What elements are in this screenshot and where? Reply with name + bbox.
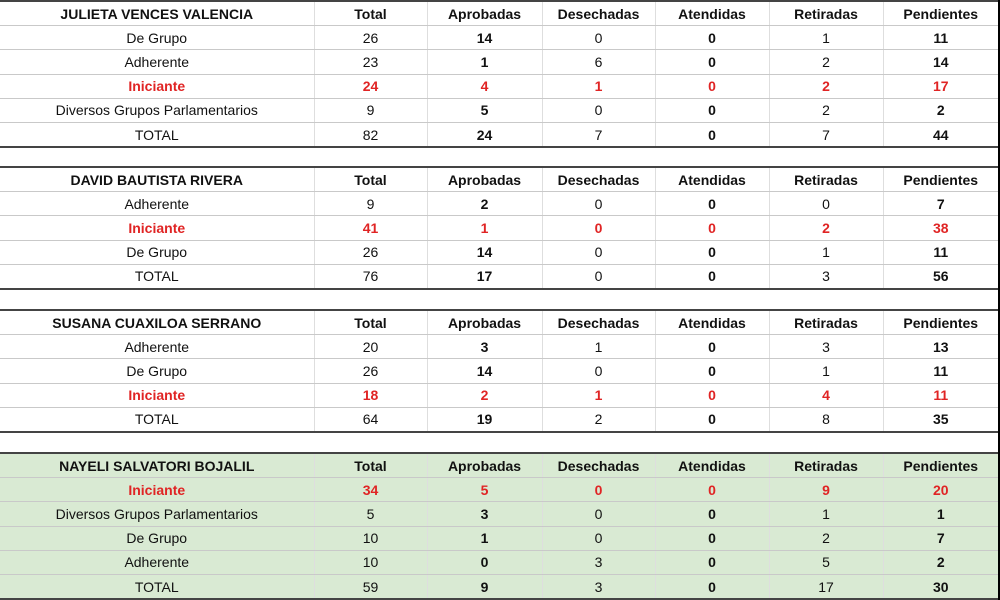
- cell-aprobadas[interactable]: 1: [427, 50, 542, 74]
- cell-atendidas[interactable]: 0: [655, 502, 769, 526]
- cell-desechadas[interactable]: 1: [542, 383, 655, 407]
- cell-total[interactable]: 9: [314, 98, 427, 122]
- cell-desechadas[interactable]: 1: [542, 335, 655, 359]
- cell-total[interactable]: 26: [314, 240, 427, 264]
- cell-total[interactable]: 23: [314, 50, 427, 74]
- cell-pendientes[interactable]: 2: [883, 550, 998, 574]
- cell-atendidas[interactable]: 0: [655, 478, 769, 502]
- col-header-atendidas[interactable]: Atendidas: [655, 1, 769, 26]
- cell-aprobadas[interactable]: 14: [427, 26, 542, 50]
- row-label[interactable]: TOTAL: [0, 122, 314, 147]
- table-row-total: [0, 264, 998, 289]
- cell-aprobadas[interactable]: 0: [427, 550, 542, 574]
- cell-desechadas[interactable]: 3: [542, 550, 655, 574]
- row-label[interactable]: Iniciante: [0, 478, 314, 502]
- cell-retiradas[interactable]: 9: [769, 478, 883, 502]
- cell-pendientes[interactable]: 2: [883, 98, 998, 122]
- cell-total[interactable]: 26: [314, 359, 427, 383]
- table-row: [0, 502, 998, 526]
- col-header-aprobadas[interactable]: Aprobadas: [427, 1, 542, 26]
- cell-desechadas[interactable]: 0: [542, 502, 655, 526]
- legislator-table-nayeli: [0, 452, 998, 600]
- cell-desechadas[interactable]: 6: [542, 50, 655, 74]
- cell-aprobadas[interactable]: 24: [427, 122, 542, 147]
- row-label[interactable]: De Grupo: [0, 359, 314, 383]
- cell-atendidas[interactable]: 0: [655, 335, 769, 359]
- cell-pendientes[interactable]: 11: [883, 26, 998, 50]
- cell-total[interactable]: 26: [314, 26, 427, 50]
- cell-atendidas[interactable]: 0: [655, 122, 769, 147]
- legislator-name[interactable]: SUSANA CUAXILOA SERRANO: [0, 310, 314, 335]
- row-label[interactable]: De Grupo: [0, 26, 314, 50]
- cell-pendientes[interactable]: 38: [883, 216, 998, 240]
- cell-retiradas[interactable]: 7: [769, 122, 883, 147]
- cell-atendidas[interactable]: 0: [655, 26, 769, 50]
- table-row: [0, 50, 998, 74]
- row-label[interactable]: Adherente: [0, 550, 314, 574]
- cell-total[interactable]: 9: [314, 192, 427, 216]
- row-label[interactable]: Adherente: [0, 192, 314, 216]
- cell-aprobadas[interactable]: 17: [427, 264, 542, 289]
- cell-total[interactable]: 24: [314, 74, 427, 98]
- cell-pendientes[interactable]: 56: [883, 264, 998, 289]
- row-label[interactable]: Iniciante: [0, 74, 314, 98]
- legislator-table-david: [0, 166, 998, 290]
- cell-pendientes[interactable]: 17: [883, 74, 998, 98]
- cell-atendidas[interactable]: 0: [655, 264, 769, 289]
- cell-atendidas[interactable]: 0: [655, 407, 769, 432]
- row-label[interactable]: De Grupo: [0, 240, 314, 264]
- table-header-row: [0, 453, 998, 478]
- table-row: [0, 240, 998, 264]
- table-row: [0, 98, 998, 122]
- cell-pendientes[interactable]: 35: [883, 407, 998, 432]
- cell-pendientes[interactable]: 20: [883, 478, 998, 502]
- cell-total[interactable]: 76: [314, 264, 427, 289]
- cell-aprobadas[interactable]: 19: [427, 407, 542, 432]
- cell-retiradas[interactable]: 8: [769, 407, 883, 432]
- cell-aprobadas[interactable]: 9: [427, 574, 542, 599]
- cell-desechadas[interactable]: 2: [542, 407, 655, 432]
- cell-retiradas[interactable]: 3: [769, 335, 883, 359]
- col-header-desechadas[interactable]: Desechadas: [542, 310, 655, 335]
- cell-desechadas[interactable]: 3: [542, 574, 655, 599]
- cell-pendientes[interactable]: 44: [883, 122, 998, 147]
- col-header-total[interactable]: Total: [314, 310, 427, 335]
- cell-pendientes[interactable]: 13: [883, 335, 998, 359]
- cell-atendidas[interactable]: 0: [655, 359, 769, 383]
- legislator-name[interactable]: NAYELI SALVATORI BOJALIL: [0, 453, 314, 478]
- cell-atendidas[interactable]: 0: [655, 383, 769, 407]
- table-header-row: [0, 167, 998, 192]
- cell-atendidas[interactable]: 0: [655, 50, 769, 74]
- table-row: [0, 26, 998, 50]
- cell-total[interactable]: 82: [314, 122, 427, 147]
- cell-desechadas[interactable]: 1: [542, 74, 655, 98]
- col-header-pendientes[interactable]: Pendientes: [883, 310, 998, 335]
- cell-desechadas[interactable]: 0: [542, 478, 655, 502]
- legislator-name[interactable]: DAVID BAUTISTA RIVERA: [0, 167, 314, 192]
- cell-desechadas[interactable]: 0: [542, 26, 655, 50]
- row-label[interactable]: De Grupo: [0, 526, 314, 550]
- cell-retiradas[interactable]: 2: [769, 74, 883, 98]
- col-header-aprobadas[interactable]: Aprobadas: [427, 310, 542, 335]
- cell-retiradas[interactable]: 4: [769, 383, 883, 407]
- row-label[interactable]: TOTAL: [0, 264, 314, 289]
- row-label[interactable]: Iniciante: [0, 216, 314, 240]
- cell-pendientes[interactable]: 11: [883, 240, 998, 264]
- cell-retiradas[interactable]: 3: [769, 264, 883, 289]
- cell-pendientes[interactable]: 30: [883, 574, 998, 599]
- cell-desechadas[interactable]: 0: [542, 192, 655, 216]
- cell-aprobadas[interactable]: 2: [427, 192, 542, 216]
- col-header-retiradas[interactable]: Retiradas: [769, 453, 883, 478]
- cell-aprobadas[interactable]: 5: [427, 478, 542, 502]
- cell-retiradas[interactable]: 2: [769, 526, 883, 550]
- cell-retiradas[interactable]: 17: [769, 574, 883, 599]
- cell-aprobadas[interactable]: 14: [427, 359, 542, 383]
- cell-atendidas[interactable]: 0: [655, 98, 769, 122]
- row-label[interactable]: Adherente: [0, 335, 314, 359]
- cell-desechadas[interactable]: 0: [542, 240, 655, 264]
- cell-total[interactable]: 5: [314, 502, 427, 526]
- cell-pendientes[interactable]: 11: [883, 383, 998, 407]
- row-label[interactable]: Diversos Grupos Parlamentarios: [0, 98, 314, 122]
- cell-atendidas[interactable]: 0: [655, 74, 769, 98]
- table-row: [0, 550, 998, 574]
- col-header-total[interactable]: Total: [314, 167, 427, 192]
- legislator-table-susana: [0, 309, 998, 433]
- cell-retiradas[interactable]: 5: [769, 550, 883, 574]
- cell-atendidas[interactable]: 0: [655, 550, 769, 574]
- cell-atendidas[interactable]: 0: [655, 216, 769, 240]
- cell-atendidas[interactable]: 0: [655, 240, 769, 264]
- col-header-desechadas[interactable]: Desechadas: [542, 167, 655, 192]
- col-header-retiradas[interactable]: Retiradas: [769, 167, 883, 192]
- cell-retiradas[interactable]: 1: [769, 240, 883, 264]
- cell-pendientes[interactable]: 11: [883, 359, 998, 383]
- col-header-pendientes[interactable]: Pendientes: [883, 167, 998, 192]
- cell-total[interactable]: 10: [314, 526, 427, 550]
- col-header-total[interactable]: Total: [314, 453, 427, 478]
- cell-desechadas[interactable]: 0: [542, 264, 655, 289]
- table-row: [0, 526, 998, 550]
- cell-pendientes[interactable]: 14: [883, 50, 998, 74]
- cell-total[interactable]: 34: [314, 478, 427, 502]
- col-header-desechadas[interactable]: Desechadas: [542, 1, 655, 26]
- cell-desechadas[interactable]: 0: [542, 359, 655, 383]
- cell-total[interactable]: 59: [314, 574, 427, 599]
- col-header-desechadas[interactable]: Desechadas: [542, 453, 655, 478]
- row-label[interactable]: Adherente: [0, 50, 314, 74]
- col-header-retiradas[interactable]: Retiradas: [769, 1, 883, 26]
- cell-pendientes[interactable]: 1: [883, 502, 998, 526]
- cell-retiradas[interactable]: 2: [769, 50, 883, 74]
- col-header-pendientes[interactable]: Pendientes: [883, 1, 998, 26]
- cell-desechadas[interactable]: 7: [542, 122, 655, 147]
- cell-retiradas[interactable]: 2: [769, 216, 883, 240]
- cell-total[interactable]: 10: [314, 550, 427, 574]
- col-header-atendidas[interactable]: Atendidas: [655, 167, 769, 192]
- row-label[interactable]: TOTAL: [0, 574, 314, 599]
- cell-total[interactable]: 18: [314, 383, 427, 407]
- cell-aprobadas[interactable]: 3: [427, 335, 542, 359]
- table-row-iniciante: [0, 478, 998, 502]
- col-header-atendidas[interactable]: Atendidas: [655, 453, 769, 478]
- table-row: [0, 335, 998, 359]
- cell-desechadas[interactable]: 0: [542, 98, 655, 122]
- cell-desechadas[interactable]: 0: [542, 526, 655, 550]
- cell-aprobadas[interactable]: 4: [427, 74, 542, 98]
- cell-retiradas[interactable]: 1: [769, 26, 883, 50]
- col-header-total[interactable]: Total: [314, 1, 427, 26]
- row-label[interactable]: Diversos Grupos Parlamentarios: [0, 502, 314, 526]
- table-row-total: [0, 407, 998, 432]
- cell-retiradas[interactable]: 1: [769, 502, 883, 526]
- cell-total[interactable]: 64: [314, 407, 427, 432]
- cell-total[interactable]: 20: [314, 335, 427, 359]
- cell-aprobadas[interactable]: 1: [427, 526, 542, 550]
- row-label[interactable]: TOTAL: [0, 407, 314, 432]
- table-row-total: [0, 122, 998, 147]
- table-row-iniciante: [0, 383, 998, 407]
- cell-retiradas[interactable]: 2: [769, 98, 883, 122]
- cell-pendientes[interactable]: 7: [883, 526, 998, 550]
- table-header-row: [0, 1, 998, 26]
- cell-aprobadas[interactable]: 2: [427, 383, 542, 407]
- cell-aprobadas[interactable]: 14: [427, 240, 542, 264]
- cell-retiradas[interactable]: 1: [769, 359, 883, 383]
- table-row: [0, 359, 998, 383]
- table-row: [0, 192, 998, 216]
- cell-desechadas[interactable]: 0: [542, 216, 655, 240]
- table-row-iniciante: [0, 74, 998, 98]
- cell-retiradas[interactable]: 0: [769, 192, 883, 216]
- col-header-aprobadas[interactable]: Aprobadas: [427, 167, 542, 192]
- cell-pendientes[interactable]: 7: [883, 192, 998, 216]
- cell-atendidas[interactable]: 0: [655, 574, 769, 599]
- legislator-name[interactable]: JULIETA VENCES VALENCIA: [0, 1, 314, 26]
- col-header-aprobadas[interactable]: Aprobadas: [427, 453, 542, 478]
- col-header-atendidas[interactable]: Atendidas: [655, 310, 769, 335]
- col-header-pendientes[interactable]: Pendientes: [883, 453, 998, 478]
- table-header-row: [0, 310, 998, 335]
- cell-atendidas[interactable]: 0: [655, 526, 769, 550]
- cell-aprobadas[interactable]: 5: [427, 98, 542, 122]
- col-header-retiradas[interactable]: Retiradas: [769, 310, 883, 335]
- cell-aprobadas[interactable]: 1: [427, 216, 542, 240]
- table-row-iniciante: [0, 216, 998, 240]
- row-label[interactable]: Iniciante: [0, 383, 314, 407]
- cell-atendidas[interactable]: 0: [655, 192, 769, 216]
- cell-aprobadas[interactable]: 3: [427, 502, 542, 526]
- cell-total[interactable]: 41: [314, 216, 427, 240]
- legislator-table-julieta: [0, 0, 998, 148]
- table-row-total: [0, 574, 998, 599]
